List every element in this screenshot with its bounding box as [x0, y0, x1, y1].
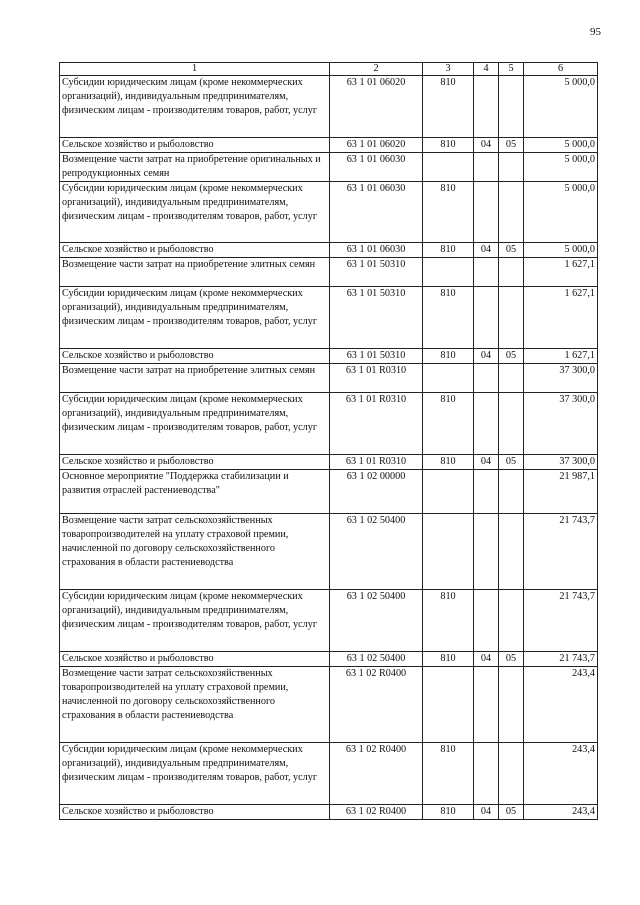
table-row — [60, 153, 598, 182]
row-name-cell: Возмещение части затрат на приобретение элитных семян — [60, 258, 330, 287]
row-name-cell: Основное мероприятие "Поддержка стабилизации и развития отраслей растениеводства" — [60, 470, 330, 514]
row-pr-cell: 05 — [499, 243, 524, 258]
row-sum-cell: 5 000,0 — [524, 153, 598, 182]
header-cell-4: 4 — [474, 63, 499, 76]
row-rz-cell — [474, 514, 499, 590]
row-pr-cell — [499, 287, 524, 349]
row-pr-cell: 05 — [499, 652, 524, 667]
row-name-cell: Субсидии юридическим лицам (кроме некоммерческих организаций), индивидуальным предпринимателям, физическим лицам - производителям товаров, работ, услуг — [60, 590, 330, 652]
row-name-cell: Субсидии юридическим лицам (кроме некоммерческих организаций), индивидуальным предпринимателям, физическим лицам - производителям товаров, работ, услуг — [60, 76, 330, 138]
table-row — [60, 805, 598, 820]
table-row — [60, 652, 598, 667]
table-row — [60, 76, 598, 138]
row-code-cell: 63 1 01 06030 — [330, 182, 423, 243]
row-sum-cell: 5 000,0 — [524, 182, 598, 243]
header-cell-6: 6 — [524, 63, 598, 76]
row-code-cell: 63 1 01 50310 — [330, 258, 423, 287]
row-vr-cell — [423, 667, 474, 743]
row-vr-cell: 810 — [423, 455, 474, 470]
row-name-cell: Сельское хозяйство и рыболовство — [60, 138, 330, 153]
row-rz-cell: 04 — [474, 138, 499, 153]
row-vr-cell: 810 — [423, 393, 474, 455]
table-row — [60, 258, 598, 287]
row-vr-cell: 810 — [423, 243, 474, 258]
row-vr-cell — [423, 153, 474, 182]
row-pr-cell — [499, 470, 524, 514]
page-number: 95 — [590, 26, 601, 38]
row-rz-cell: 04 — [474, 652, 499, 667]
row-rz-cell: 04 — [474, 349, 499, 364]
row-sum-cell: 37 300,0 — [524, 455, 598, 470]
row-pr-cell — [499, 514, 524, 590]
table-row — [60, 138, 598, 153]
table-row — [60, 455, 598, 470]
row-code-cell: 63 1 01 R0310 — [330, 393, 423, 455]
row-rz-cell — [474, 743, 499, 805]
table-row — [60, 743, 598, 805]
table-row — [60, 393, 598, 455]
row-code-cell: 63 1 02 50400 — [330, 652, 423, 667]
row-vr-cell: 810 — [423, 138, 474, 153]
row-pr-cell: 05 — [499, 138, 524, 153]
table-row — [60, 287, 598, 349]
row-pr-cell — [499, 590, 524, 652]
row-pr-cell — [499, 258, 524, 287]
row-name-cell: Субсидии юридическим лицам (кроме некоммерческих организаций), индивидуальным предпринимателям, физическим лицам - производителям товаров, работ, услуг — [60, 393, 330, 455]
row-name-cell: Субсидии юридическим лицам (кроме некоммерческих организаций), индивидуальным предпринимателям, физическим лицам - производителям товаров, работ, услуг — [60, 743, 330, 805]
row-name-cell: Сельское хозяйство и рыболовство — [60, 243, 330, 258]
row-vr-cell: 810 — [423, 590, 474, 652]
row-sum-cell: 5 000,0 — [524, 138, 598, 153]
row-pr-cell — [499, 364, 524, 393]
row-sum-cell: 37 300,0 — [524, 364, 598, 393]
row-vr-cell: 810 — [423, 349, 474, 364]
row-pr-cell — [499, 667, 524, 743]
row-sum-cell: 243,4 — [524, 805, 598, 820]
row-code-cell: 63 1 01 06020 — [330, 76, 423, 138]
header-cell-1: 1 — [60, 63, 330, 76]
row-code-cell: 63 1 01 50310 — [330, 349, 423, 364]
row-code-cell: 63 1 01 06030 — [330, 243, 423, 258]
row-sum-cell: 1 627,1 — [524, 349, 598, 364]
row-name-cell: Сельское хозяйство и рыболовство — [60, 652, 330, 667]
row-code-cell: 63 1 02 R0400 — [330, 805, 423, 820]
row-rz-cell — [474, 470, 499, 514]
row-vr-cell: 810 — [423, 743, 474, 805]
row-vr-cell: 810 — [423, 182, 474, 243]
row-vr-cell — [423, 470, 474, 514]
row-rz-cell: 04 — [474, 455, 499, 470]
row-sum-cell: 1 627,1 — [524, 287, 598, 349]
row-vr-cell — [423, 364, 474, 393]
row-name-cell: Возмещение части затрат сельскохозяйственных товаропроизводителей на уплату страховой премии, начисленной по договору сельскохозяйственного страхования в области растениеводства — [60, 667, 330, 743]
row-vr-cell: 810 — [423, 76, 474, 138]
row-vr-cell: 810 — [423, 287, 474, 349]
row-pr-cell — [499, 393, 524, 455]
row-pr-cell: 05 — [499, 349, 524, 364]
row-sum-cell: 243,4 — [524, 667, 598, 743]
row-name-cell: Сельское хозяйство и рыболовство — [60, 349, 330, 364]
row-pr-cell — [499, 76, 524, 138]
row-code-cell: 63 1 01 50310 — [330, 287, 423, 349]
header-cell-5: 5 — [499, 63, 524, 76]
row-vr-cell: 810 — [423, 805, 474, 820]
table-row — [60, 470, 598, 514]
row-code-cell: 63 1 02 R0400 — [330, 667, 423, 743]
row-code-cell: 63 1 01 R0310 — [330, 364, 423, 393]
row-rz-cell — [474, 182, 499, 243]
row-name-cell: Субсидии юридическим лицам (кроме некоммерческих организаций), индивидуальным предпринимателям, физическим лицам - производителям товаров, работ, услуг — [60, 182, 330, 243]
row-sum-cell: 37 300,0 — [524, 393, 598, 455]
table-row — [60, 349, 598, 364]
row-rz-cell — [474, 393, 499, 455]
table-row — [60, 514, 598, 590]
table-row — [60, 590, 598, 652]
budget-table — [59, 62, 598, 820]
row-sum-cell: 5 000,0 — [524, 243, 598, 258]
row-vr-cell — [423, 514, 474, 590]
row-code-cell: 63 1 02 50400 — [330, 514, 423, 590]
row-sum-cell: 5 000,0 — [524, 76, 598, 138]
row-code-cell: 63 1 02 50400 — [330, 590, 423, 652]
row-code-cell: 63 1 02 00000 — [330, 470, 423, 514]
budget-table-body — [60, 63, 598, 820]
row-name-cell: Возмещение части затрат на приобретение элитных семян — [60, 364, 330, 393]
row-vr-cell — [423, 258, 474, 287]
row-pr-cell — [499, 182, 524, 243]
row-name-cell: Субсидии юридическим лицам (кроме некоммерческих организаций), индивидуальным предпринимателям, физическим лицам - производителям товаров, работ, услуг — [60, 287, 330, 349]
row-rz-cell — [474, 364, 499, 393]
row-sum-cell: 21 987,1 — [524, 470, 598, 514]
row-sum-cell: 1 627,1 — [524, 258, 598, 287]
row-rz-cell — [474, 287, 499, 349]
row-sum-cell: 21 743,7 — [524, 590, 598, 652]
row-sum-cell: 21 743,7 — [524, 652, 598, 667]
row-code-cell: 63 1 01 06030 — [330, 153, 423, 182]
header-cell-3: 3 — [423, 63, 474, 76]
row-name-cell: Возмещение части затрат сельскохозяйственных товаропроизводителей на уплату страховой премии, начисленной по договору сельскохозяйственного страхования в области растениеводства — [60, 514, 330, 590]
row-name-cell: Сельское хозяйство и рыболовство — [60, 455, 330, 470]
row-sum-cell: 243,4 — [524, 743, 598, 805]
row-pr-cell: 05 — [499, 805, 524, 820]
row-rz-cell: 04 — [474, 243, 499, 258]
row-pr-cell — [499, 743, 524, 805]
row-name-cell: Сельское хозяйство и рыболовство — [60, 805, 330, 820]
row-rz-cell — [474, 590, 499, 652]
table-row — [60, 364, 598, 393]
row-rz-cell — [474, 667, 499, 743]
row-name-cell: Возмещение части затрат на приобретение оригинальных и репродукционных семян — [60, 153, 330, 182]
table-row — [60, 667, 598, 743]
row-rz-cell — [474, 153, 499, 182]
row-code-cell: 63 1 01 R0310 — [330, 455, 423, 470]
row-rz-cell — [474, 258, 499, 287]
row-rz-cell: 04 — [474, 805, 499, 820]
row-pr-cell: 05 — [499, 455, 524, 470]
header-cell-2: 2 — [330, 63, 423, 76]
row-rz-cell — [474, 76, 499, 138]
row-code-cell: 63 1 02 R0400 — [330, 743, 423, 805]
row-code-cell: 63 1 01 06020 — [330, 138, 423, 153]
row-vr-cell: 810 — [423, 652, 474, 667]
table-row — [60, 182, 598, 243]
row-sum-cell: 21 743,7 — [524, 514, 598, 590]
table-row — [60, 243, 598, 258]
table-header-row — [60, 63, 598, 76]
row-pr-cell — [499, 153, 524, 182]
